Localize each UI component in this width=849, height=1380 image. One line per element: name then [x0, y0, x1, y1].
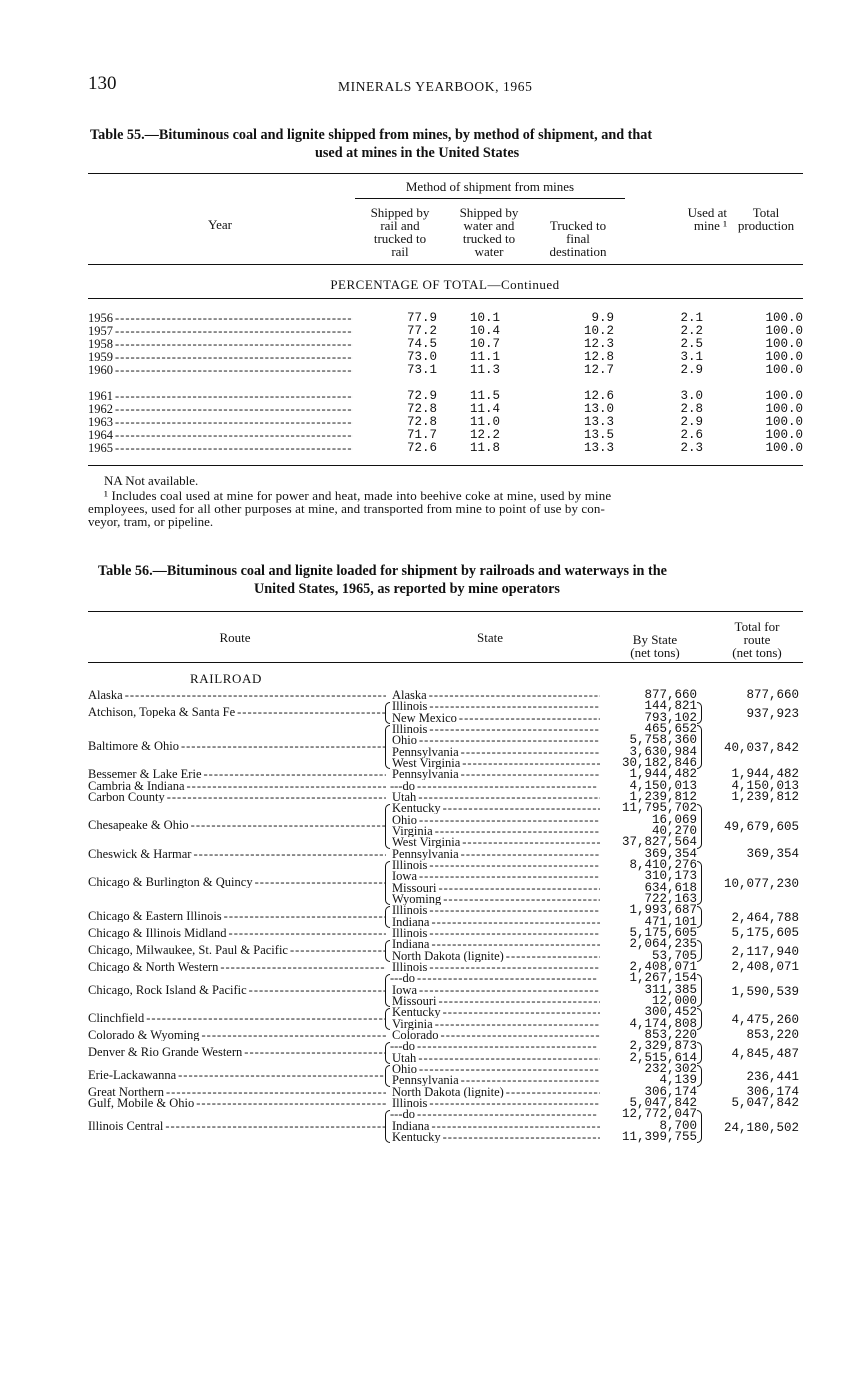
table55-cell: 100.0	[765, 363, 803, 377]
table55-cell: 74.5	[406, 337, 437, 351]
table56-route-total: 877,660	[746, 688, 799, 702]
table56-section: RAILROAD	[190, 671, 262, 686]
table55-cell: 100.0	[765, 415, 803, 429]
table56-bystate-value: 232,302	[644, 1061, 697, 1076]
table56-state	[392, 1132, 600, 1143]
table55-cell: 10.2	[583, 324, 614, 338]
table56-state-label: Ohio	[392, 814, 417, 826]
table55-cell: 11.4	[469, 402, 500, 416]
table56-state-label: do	[402, 1041, 415, 1053]
table56-route-name: Atchison, Topeka & Santa Fe -----	[88, 707, 386, 718]
state-group-bracket	[385, 974, 390, 1007]
table56-bystate-value: 306,174	[644, 1084, 697, 1099]
value-group-bracket	[697, 1065, 702, 1087]
table55-year: 1963 -----	[88, 416, 353, 429]
table55-cell: 73.1	[406, 363, 437, 377]
table56-state	[390, 973, 598, 984]
value-group-bracket	[697, 725, 702, 769]
table55-cell: 72.8	[406, 402, 437, 416]
table56-route-name: Chicago & North Western -----	[88, 962, 386, 973]
table56-state	[392, 803, 600, 814]
table56-state	[392, 690, 600, 701]
table56-bystate-value: 2,064,235	[629, 937, 697, 952]
table55-cell: 100.0	[765, 428, 803, 442]
table56-top-rule	[88, 611, 803, 612]
table56-bystate-value: 40,270	[651, 824, 697, 838]
table56-bystate-value: 1,993,687	[629, 903, 697, 918]
table55-year: 1962 -----	[88, 403, 353, 416]
table55-footnote-line2: employees, used for all other purposes at mine, and transported from mine to point of use by con-	[88, 501, 605, 516]
table56-state	[392, 701, 600, 712]
table56-route-name: Cheswick & Harmar -----	[88, 849, 386, 860]
table56-title-line1: Table 56.—Bituminous coal and lignite loaded for shipment by railroads and waterways in the	[98, 563, 667, 579]
table55-group-rule	[355, 198, 625, 199]
table56-state-label: West Virginia	[392, 758, 461, 769]
table56-route-total: 5,047,842	[731, 1095, 799, 1110]
table56-bystate-value: 311,385	[644, 982, 697, 997]
table55-col-used: Used at mine ¹	[687, 205, 727, 233]
table56-state-label: Iowa	[392, 984, 417, 996]
table55-cell: 11.8	[469, 441, 500, 455]
table55-cell: 2.9	[680, 415, 703, 429]
table56-bystate-value: 1,239,812	[629, 790, 697, 804]
table55-cell: 3.1	[680, 350, 703, 364]
table55-year: 1961 -----	[88, 390, 353, 403]
table56-state	[392, 769, 600, 780]
table55-cell: 2.8	[680, 402, 703, 416]
table55-cell: 77.2	[406, 324, 437, 338]
table55-cell: 71.7	[406, 428, 437, 442]
table56-route-total: 236,441	[746, 1069, 799, 1084]
table56-route-total: 24,180,502	[723, 1120, 799, 1135]
table55-footnote-line3: veyor, tram, or pipeline.	[88, 514, 214, 529]
table56-state-label: Kentucky	[392, 803, 441, 815]
table55-cell: 13.0	[583, 402, 614, 416]
table56-state	[392, 849, 600, 860]
table56-state	[392, 871, 600, 882]
table55-cell: 100.0	[765, 324, 803, 338]
table55-title-line2: used at mines in the United States	[315, 145, 520, 161]
table56-bystate-value: 5,175,605	[629, 925, 697, 940]
table56-bystate-value: 8,410,276	[629, 858, 697, 872]
table56-bystate-value: 722,163	[644, 891, 697, 906]
state-group-bracket	[385, 804, 390, 848]
table56-route-total: 4,845,487	[731, 1046, 799, 1061]
state-group-bracket	[385, 1042, 390, 1064]
table55-cell: 73.0	[406, 350, 437, 364]
table55-col-water: Shipped by water and trucked to water	[459, 205, 519, 259]
table55-cell: 2.5	[680, 337, 703, 351]
table56-state	[392, 1121, 600, 1132]
state-group-bracket	[385, 725, 390, 769]
table56-state-label: Kentucky	[392, 1007, 441, 1019]
table55-cell: 11.1	[469, 350, 500, 364]
table56-bystate-value: 12,000	[651, 993, 697, 1008]
table56-bystate-value: 5,047,842	[629, 1095, 697, 1110]
table55-cell: 10.1	[469, 311, 500, 325]
table55-year: 1960 -----	[88, 364, 353, 377]
table56-route-name: Chicago & Burlington & Quincy -----	[88, 877, 386, 888]
table56-bystate-value: 3,630,984	[629, 744, 697, 759]
table55-cell: 12.3	[583, 337, 614, 351]
table56-bystate-value: 2,408,071	[629, 959, 697, 974]
table55-cell: 12.6	[583, 389, 614, 403]
table56-state-label: Illinois	[392, 1097, 428, 1109]
table56-state-label: Missouri	[392, 882, 437, 894]
table56-route-total: 40,037,842	[723, 741, 799, 755]
table56-route-name: Erie-Lackawanna -----	[88, 1070, 386, 1081]
table55-cell: 11.5	[469, 389, 500, 403]
table56-route-total: 49,679,605	[723, 820, 799, 835]
table55-group-header: Method of shipment from mines	[405, 179, 575, 194]
table56-bystate-value: 2,329,873	[629, 1039, 697, 1054]
table56-state	[392, 1064, 600, 1075]
table55-cell: 100.0	[765, 389, 803, 403]
table55-col-total: Total production	[737, 205, 795, 233]
table55-cell: 100.0	[765, 402, 803, 416]
table56-state-label: Pennsylvania	[392, 746, 459, 758]
table55-year: 1957 -----	[88, 325, 353, 338]
table56-state	[390, 1041, 598, 1052]
table56-state-label: do	[402, 973, 415, 985]
ditto-leader: ---	[390, 973, 403, 985]
table56-route-total: 2,408,071	[731, 959, 799, 974]
table56-state	[392, 1053, 600, 1064]
table55-cell: 72.6	[406, 441, 437, 455]
table56-route-total: 1,944,482	[731, 767, 799, 782]
value-group-bracket	[697, 940, 702, 962]
state-group-bracket	[385, 1065, 390, 1087]
table55-year: 1965 -----	[88, 442, 353, 455]
table56-state	[392, 939, 600, 950]
table56-bystate-value: 144,821	[644, 699, 697, 714]
table56-bystate-value: 8,700	[659, 1118, 697, 1133]
table56-state-label: New Mexico	[392, 712, 457, 724]
table56-route-total: 5,175,605	[731, 925, 799, 940]
table55-cell: 100.0	[765, 311, 803, 325]
table56-state-label: West Virginia	[392, 837, 461, 849]
table55-year: 1959 -----	[88, 351, 353, 364]
table56-state-label: Iowa	[392, 871, 417, 883]
table56-state-label: Pennsylvania	[392, 848, 459, 860]
table56-bystate-value: 30,182,846	[621, 756, 697, 770]
table55-year: 1956 -----	[88, 312, 353, 325]
table56-state-label: Illinois	[392, 701, 428, 713]
table56-state	[392, 1075, 600, 1086]
table56-state-label: Colorado	[392, 1029, 439, 1041]
table55-year: 1964 -----	[88, 429, 353, 442]
state-group-bracket	[385, 702, 390, 724]
table56-route-name: Chicago, Milwaukee, St. Paul & Pacific -----	[88, 945, 386, 956]
table56-route-total: 1,590,539	[731, 984, 799, 999]
table56-state-label: Ohio	[392, 1063, 417, 1075]
table55-cell: 2.2	[680, 324, 703, 338]
table56-state	[392, 758, 600, 769]
table56-route-total: 937,923	[746, 707, 799, 721]
table55-cell: 11.3	[469, 363, 500, 377]
table56-state	[392, 1087, 600, 1098]
table55-cell: 10.4	[469, 324, 500, 338]
table56-state	[392, 996, 600, 1007]
table55-cell: 9.9	[591, 311, 614, 325]
table56-state-label: do	[402, 780, 415, 792]
table56-state	[392, 905, 600, 916]
table56-state-label: Ohio	[392, 735, 417, 747]
table56-state	[392, 735, 600, 746]
table56-state	[392, 1098, 600, 1109]
table56-col-total: Total for route (net tons)	[732, 619, 782, 660]
table56-route-name: Alaska -----	[88, 690, 386, 701]
table55-cell: 100.0	[765, 441, 803, 455]
table56-state-label: Illinois	[392, 927, 428, 939]
table56-state-label: Indiana	[392, 939, 430, 951]
table55-section: PERCENTAGE OF TOTAL—Continued	[330, 277, 560, 292]
table56-route-name: Bessemer & Lake Erie -----	[88, 769, 386, 780]
table56-route-total: 1,239,812	[731, 790, 799, 804]
table55-title-line1: Table 55.—Bituminous coal and lignite shipped from mines, by method of shipment, and that	[90, 127, 653, 143]
table55-cell: 10.7	[469, 337, 500, 351]
table56-header-rule	[88, 662, 803, 663]
table56-state	[390, 781, 598, 792]
table56-col-route: Route	[219, 630, 251, 645]
table56-route-name: Denver & Rio Grande Western -----	[88, 1047, 386, 1058]
table55-top-rule	[88, 173, 803, 174]
table55-cell: 2.1	[680, 311, 703, 325]
table56-route-name: Chesapeake & Ohio -----	[88, 820, 386, 831]
table56-bystate-value: 16,069	[651, 812, 697, 827]
table56-state-label: Illinois	[392, 860, 428, 871]
table55-cell: 72.8	[406, 415, 437, 429]
table56-route-name: Cambria & Indiana -----	[88, 781, 386, 792]
table55-col-year: Year	[208, 217, 232, 232]
table56-bystate-value: 853,220	[644, 1027, 697, 1042]
table56-title-line2: United States, 1965, as reported by mine operators	[254, 581, 560, 597]
table56-state-label: Pennsylvania	[392, 1075, 459, 1087]
table56-bystate-value: 1,944,482	[629, 767, 697, 782]
table56-route-name: Chicago & Eastern Illinois -----	[88, 911, 386, 922]
table55-footnote-line1: ¹ Includes coal used at mine for power and heat, made into beehive coke at mine, used by mine	[104, 488, 612, 503]
table56-bystate-value: 5,758,360	[629, 733, 697, 748]
table55-year: 1958 -----	[88, 338, 353, 351]
value-group-bracket	[697, 861, 702, 905]
table56-route-total: 853,220	[746, 1027, 799, 1042]
value-group-bracket	[697, 906, 702, 928]
page-number: 130	[88, 73, 117, 94]
table56-state-label: Utah	[392, 1052, 417, 1064]
table56-route-total: 10,077,230	[723, 876, 799, 891]
table55-cell: 2.3	[680, 441, 703, 455]
table55-cell: 100.0	[765, 350, 803, 364]
table56-state	[392, 985, 600, 996]
table56-state-label: Missouri	[392, 995, 437, 1007]
table56-bystate-value: 2,515,614	[629, 1050, 697, 1065]
table56-route-name: Clinchfield -----	[88, 1013, 386, 1024]
table56-bystate-value: 1,267,154	[629, 971, 697, 986]
table55-header-rule	[88, 264, 803, 265]
table56-state-label: Illinois	[392, 905, 428, 917]
table56-route-name: Chicago, Rock Island & Pacific -----	[88, 985, 386, 996]
table56-route-total: 2,117,940	[731, 944, 799, 959]
table56-state-label: Indiana	[392, 1120, 430, 1132]
table56-state-label: Wyoming	[392, 893, 442, 905]
table56-route-name: Chicago & Illinois Midland -----	[88, 928, 386, 939]
table56-state	[392, 792, 600, 803]
table56-route-total: 369,354	[746, 846, 799, 861]
table56-bystate-value: 53,705	[651, 948, 697, 963]
table55-cell: 72.9	[406, 389, 437, 403]
value-group-bracket	[697, 1008, 702, 1030]
table56-bystate-value: 37,827,564	[621, 835, 697, 850]
table56-route-total: 306,174	[746, 1084, 799, 1099]
table56-state-label: Indiana	[392, 916, 430, 928]
table56-route-name: Great Northern -----	[88, 1087, 386, 1098]
state-group-bracket	[385, 1110, 390, 1143]
table56-bystate-value: 877,660	[644, 688, 697, 702]
ditto-leader: ---	[390, 780, 403, 792]
table56-bystate-value: 369,354	[644, 846, 697, 861]
table56-route-name: Illinois Central -----	[88, 1121, 386, 1132]
table56-state-label: North Dakota (lignite)	[392, 1086, 504, 1098]
table56-bystate-value: 793,102	[644, 710, 697, 725]
value-group-bracket	[697, 974, 702, 1007]
table55-cell: 2.6	[680, 428, 703, 442]
table56-state-label: Pennsylvania	[392, 769, 459, 781]
table55-section-rule	[88, 298, 803, 299]
value-group-bracket	[697, 1042, 702, 1064]
table56-state	[392, 951, 600, 962]
state-group-bracket	[385, 940, 390, 962]
table56-state-label: Illinois	[392, 724, 428, 735]
table55-bottom-rule	[88, 465, 803, 466]
table55-cell: 12.7	[583, 363, 614, 377]
table56-route-total: 4,150,013	[731, 778, 799, 793]
table56-state	[392, 917, 600, 928]
table56-bystate-value: 11,795,702	[621, 801, 697, 816]
ditto-leader: ---	[390, 1109, 403, 1121]
state-group-bracket	[385, 906, 390, 928]
table56-state-label: Illinois	[392, 961, 428, 973]
table55-note-na: NA Not available.	[104, 473, 199, 488]
table56-state	[392, 860, 600, 871]
table55-cell: 13.3	[583, 415, 614, 429]
table56-state	[392, 747, 600, 758]
table56-state-label: Kentucky	[392, 1131, 441, 1143]
table56-route-name: Colorado & Wyoming -----	[88, 1030, 386, 1041]
table56-state-label: Virginia	[392, 1018, 433, 1030]
table55-cell: 13.5	[583, 428, 614, 442]
table56-state	[392, 1019, 600, 1030]
table56-col-bystate: By State (net tons)	[630, 632, 680, 660]
table55-cell: 100.0	[765, 337, 803, 351]
state-group-bracket	[385, 1008, 390, 1030]
table56-state-label: North Dakota (lignite)	[392, 950, 504, 962]
table56-state	[392, 815, 600, 826]
running-head: MINERALS YEARBOOK, 1965	[338, 79, 533, 94]
table56-state	[390, 1109, 598, 1120]
state-group-bracket	[385, 861, 390, 905]
table56-bystate-value: 4,139	[659, 1073, 697, 1088]
table56-route-total: 2,464,788	[731, 910, 799, 925]
table56-state	[392, 837, 600, 848]
table56-state	[392, 894, 600, 905]
table56-bystate-value: 11,399,755	[621, 1129, 697, 1144]
table56-state	[392, 962, 600, 973]
value-group-bracket	[697, 702, 702, 724]
table55-cell: 13.3	[583, 441, 614, 455]
table56-state-label: Utah	[392, 792, 417, 803]
table55-cell: 77.9	[406, 311, 437, 325]
table56-col-state: State	[477, 630, 503, 645]
value-group-bracket	[697, 804, 702, 848]
table56-state-label: Alaska	[392, 690, 427, 701]
table56-route-total: 4,475,260	[731, 1012, 799, 1027]
table56-route-name: Baltimore & Ohio -----	[88, 741, 386, 752]
table56-bystate-value: 471,101	[644, 914, 697, 929]
table56-state-label: do	[402, 1109, 415, 1121]
table56-bystate-value: 4,150,013	[629, 778, 697, 793]
table55-cell: 3.0	[680, 389, 703, 403]
table56-state	[392, 724, 600, 735]
table56-bystate-value: 300,452	[644, 1005, 697, 1020]
ditto-leader: ---	[390, 1041, 403, 1053]
table55-col-truck: Trucked to final destination	[549, 218, 607, 259]
table56-state	[392, 713, 600, 724]
table56-bystate-value: 310,173	[644, 869, 697, 884]
table55-cell: 11.0	[469, 415, 500, 429]
value-group-bracket	[697, 1110, 702, 1143]
table56-state	[392, 883, 600, 894]
table56-state	[392, 1030, 600, 1041]
table56-state	[392, 1007, 600, 1018]
table56-state	[392, 928, 600, 939]
table56-bystate-value: 634,618	[644, 880, 697, 895]
table56-bystate-value: 465,652	[644, 722, 697, 736]
table55-cell: 12.2	[469, 428, 500, 442]
table56-bystate-value: 4,174,808	[629, 1016, 697, 1031]
table55-col-rail: Shipped by rail and trucked to rail	[370, 205, 430, 259]
table55-cell: 12.8	[583, 350, 614, 364]
table56-route-name: Carbon County -----	[88, 792, 386, 803]
table56-state-label: Virginia	[392, 826, 433, 837]
table55-cell: 2.9	[680, 363, 703, 377]
table56-route-name: Gulf, Mobile & Ohio -----	[88, 1098, 386, 1109]
table56-bystate-value: 12,772,047	[621, 1107, 697, 1122]
table56-state	[392, 826, 600, 837]
